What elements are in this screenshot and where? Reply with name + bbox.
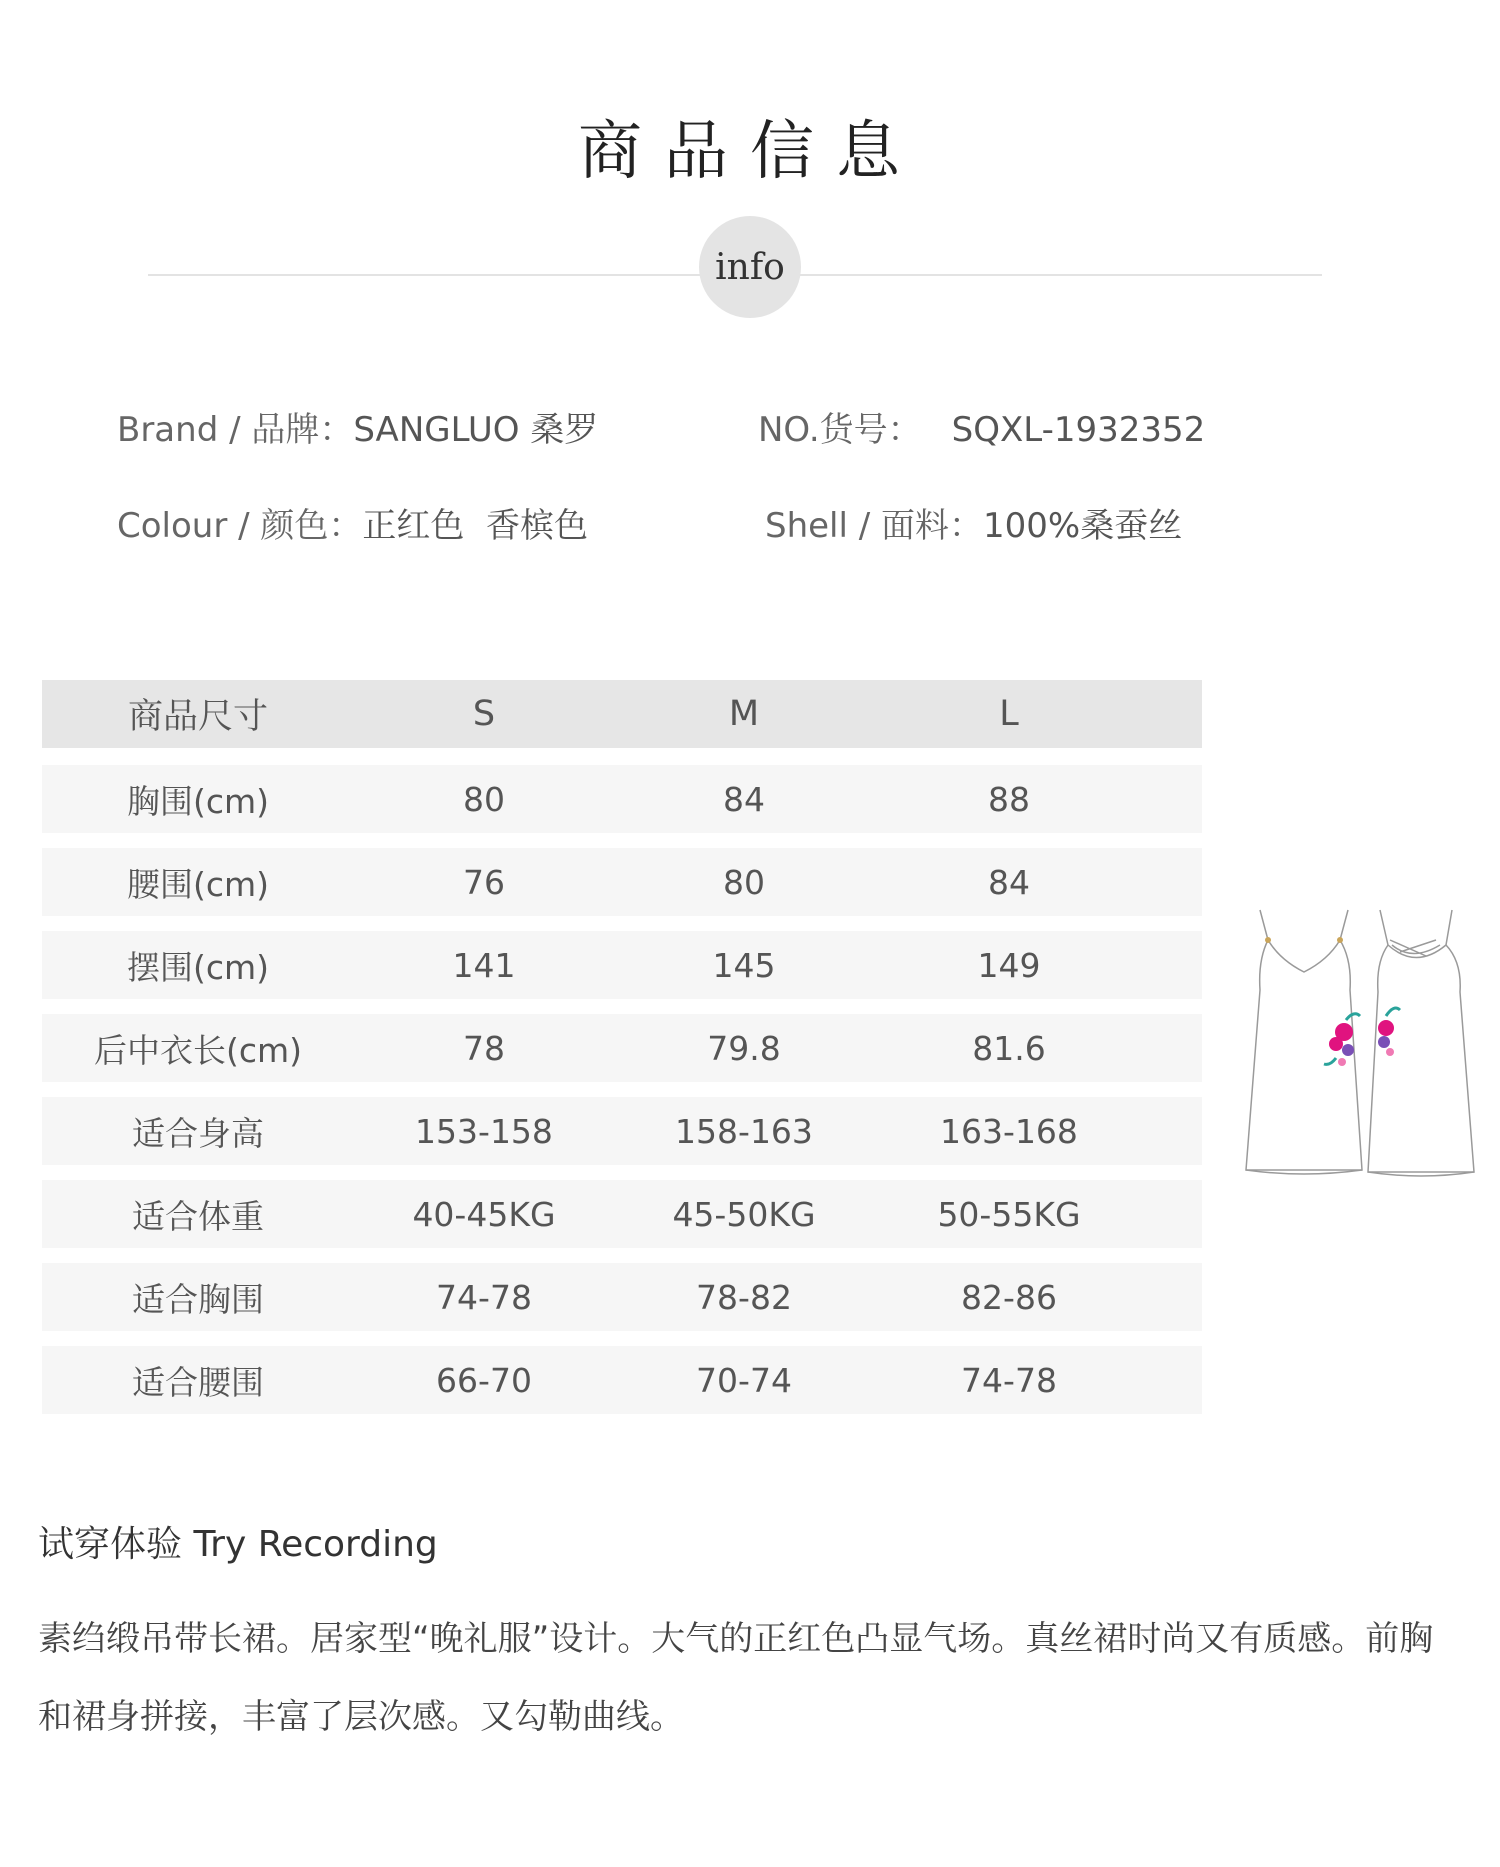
colour-value: 正红色 香槟色 (362, 506, 589, 546)
header-cell: M (728, 694, 760, 734)
table-cell: 84 (723, 779, 765, 819)
table-cell: 145 (712, 945, 776, 985)
table-row (42, 848, 1202, 916)
row-label: 适合胸围 (132, 1279, 264, 1319)
table-cell: 40-45KG (412, 1194, 556, 1234)
table-cell: 78-82 (696, 1277, 792, 1317)
row-label: 摆围(cm) (126, 947, 270, 987)
table-cell: 50-55KG (937, 1194, 1081, 1234)
page-title: 商品信息 (578, 115, 922, 189)
item-number-value: SQXL-1932352 (951, 410, 1206, 450)
table-cell: 81.6 (972, 1028, 1046, 1068)
size-table-header (42, 680, 1202, 748)
table-cell: 45-50KG (672, 1194, 816, 1234)
table-row (42, 1180, 1202, 1248)
row-label: 适合腰围 (132, 1362, 264, 1402)
brand-value: SANGLUO 桑罗 (353, 410, 599, 450)
table-cell: 158-163 (675, 1111, 813, 1151)
table-cell: 88 (988, 779, 1030, 819)
row-label: 胸围(cm) (126, 781, 270, 821)
table-row (42, 931, 1202, 999)
header-cell: 商品尺寸 (127, 697, 268, 737)
brand-label: Brand / 品牌： (117, 410, 354, 450)
table-cell: 74-78 (961, 1360, 1057, 1400)
colour-label: Colour / 颜色： (117, 506, 363, 546)
dress-illustration (1240, 900, 1480, 1200)
size-table (42, 680, 1202, 1429)
meta-brand (117, 402, 598, 451)
meta-shell (765, 498, 1182, 547)
meta-colour (117, 498, 588, 547)
header-cell: S (472, 694, 496, 734)
row-label: 适合体重 (132, 1196, 264, 1236)
table-cell: 153-158 (415, 1111, 553, 1151)
table-row (42, 1263, 1202, 1331)
table-row (42, 765, 1202, 833)
shell-value: 100%桑蚕丝 (983, 506, 1183, 546)
table-cell: 163-168 (940, 1111, 1078, 1151)
table-cell: 66-70 (436, 1360, 532, 1400)
table-cell: 141 (452, 945, 516, 985)
table-cell: 82-86 (961, 1277, 1057, 1317)
table-row (42, 1346, 1202, 1414)
table-cell: 84 (988, 862, 1030, 902)
info-badge: info (699, 216, 801, 318)
shell-label: Shell / 面料： (765, 506, 984, 546)
table-row (42, 1097, 1202, 1165)
table-cell: 74-78 (436, 1277, 532, 1317)
header-cell: L (999, 694, 1019, 734)
row-label: 适合身高 (132, 1113, 264, 1153)
table-cell: 79.8 (707, 1028, 781, 1068)
table-cell: 78 (463, 1028, 505, 1068)
table-cell: 80 (463, 779, 505, 819)
table-row (42, 1014, 1202, 1082)
row-label: 腰围(cm) (126, 864, 270, 904)
table-cell: 149 (977, 945, 1041, 985)
flower-embroidery-back (1378, 1008, 1400, 1056)
item-number-label: NO.货号： (758, 410, 922, 450)
row-label: 后中衣长(cm) (93, 1030, 303, 1070)
table-cell: 76 (463, 862, 505, 902)
meta-item-number (758, 402, 1205, 451)
table-cell: 70-74 (696, 1360, 792, 1400)
table-cell: 80 (723, 862, 765, 902)
section-heading: 试穿体验 Try Recording (38, 1524, 438, 1565)
product-description: 素绉缎吊带长裙。居家型“晚礼服”设计。大气的正红色凸显气场。真丝裙时尚又有质感。前胸和裙身拼接，丰富了层次感。又勾勒曲线。 (38, 1619, 1434, 1737)
